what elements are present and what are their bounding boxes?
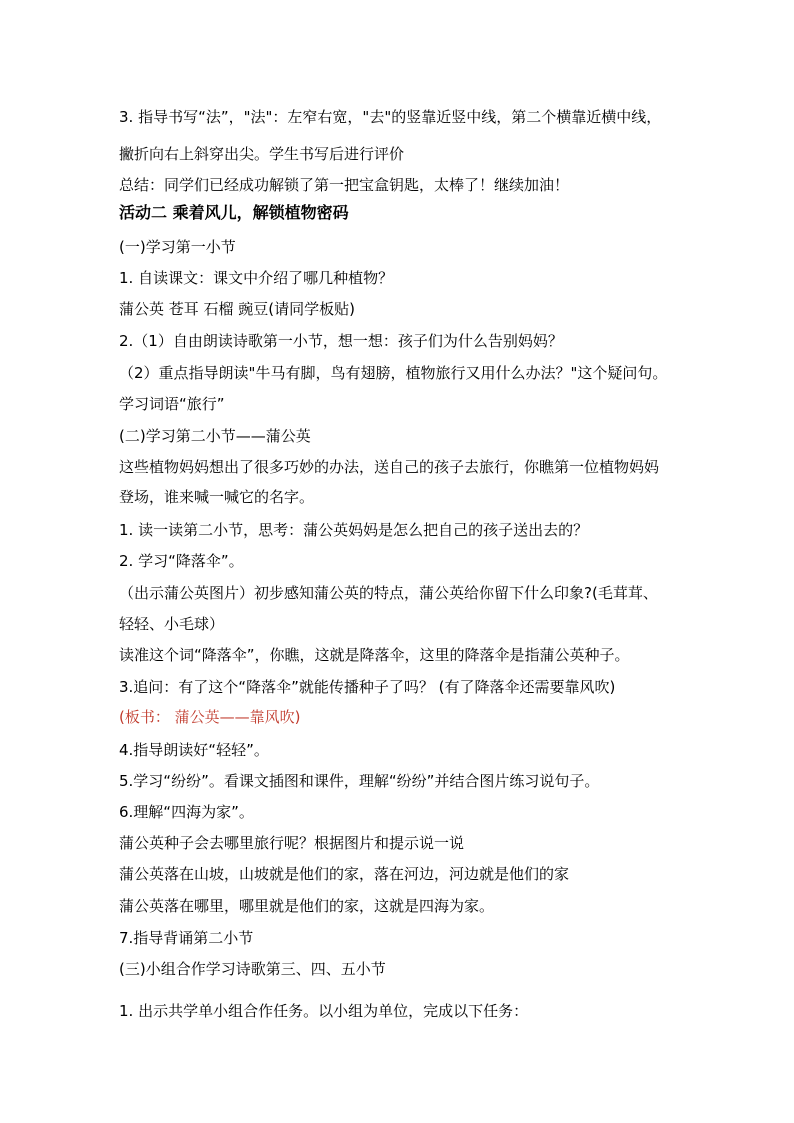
- subheading-part-three: (三)小组合作学习诗歌第三、四、五小节: [119, 960, 386, 978]
- text-line-home-everywhere: 蒲公英落在哪里，哪里就是他们的家，这就是四海为家。: [119, 897, 495, 915]
- text-line-learn-fenfen: 5.学习“纷纷”。看课文插图和课件，理解“纷纷”并结合图片练习说句子。: [119, 772, 600, 790]
- section-heading-activity-two: 活动二 乘着风儿，解锁植物密码: [119, 203, 349, 222]
- text-line-word-travel: 学习词语“旅行”: [119, 395, 225, 413]
- text-line-read-section-two: 1. 读一读第二小节，思考：蒲公英妈妈是怎么把自己的孩子送出去的？: [119, 521, 589, 539]
- text-line-plant-list: 蒲公英 苍耳 石榴 豌豆(请同学板贴): [119, 300, 356, 318]
- text-line-impression: 轻轻、小毛球）: [119, 615, 225, 633]
- text-line-where-travel: 蒲公英种子会去哪里旅行呢？根据图片和提示说一说: [119, 834, 465, 852]
- text-line-plant-mothers: 这些植物妈妈想出了很多巧妙的办法，送自己的孩子去旅行，你瞧第一位植物妈妈: [119, 458, 660, 476]
- text-line-follow-up-question: 3.追问：有了这个“降落伞”就能传播种子了吗？ (有了降落伞还需要靠风吹): [119, 678, 616, 696]
- text-line-board-note: (板书： 蒲公英——靠风吹): [119, 708, 301, 726]
- text-line-recite: 7.指导背诵第二小节: [119, 929, 254, 947]
- text-line-learn-parachute: 2. 学习“降落伞”。: [119, 552, 244, 570]
- text-line-summary: 总结：同学们已经成功解锁了第一把宝盒钥匙，太棒了！继续加油！: [119, 176, 570, 194]
- text-line-parachute-meaning: 读准这个词“降落伞”，你瞧，这就是降落伞，这里的降落伞是指蒲公英种子。: [119, 646, 630, 664]
- text-line-understand-idiom: 6.理解“四海为家”。: [119, 803, 254, 821]
- subheading-part-two: (二)学习第二小节——蒲公英: [119, 427, 311, 445]
- text-line-writing-evaluation: 撇折向右上斜穿出尖。学生书写后进行评价: [119, 145, 405, 163]
- text-line-self-reading: 1. 自读课文：课文中介绍了哪几种植物？: [119, 269, 394, 287]
- text-line-dandelion-picture: （出示蒲公英图片）初步感知蒲公英的特点，蒲公英给你留下什么印象?(毛茸茸、: [119, 584, 658, 602]
- text-line-guide-writing: 3. 指导书写“法”，"法"：左窄右宽，"去"的竖靠近竖中线，第二个横靠近横中线，: [119, 108, 662, 126]
- text-line-hillside-river: 蒲公英落在山坡，山坡就是他们的家，落在河边，河边就是他们的家: [119, 865, 570, 883]
- text-line-group-task: 1. 出示共学单小组合作任务。以小组为单位，完成以下任务：: [119, 1002, 529, 1020]
- subheading-part-one: (一)学习第一小节: [119, 238, 236, 256]
- text-line-question-sentence: （2）重点指导朗读"牛马有脚，鸟有翅膀，植物旅行又用什么办法？"这个疑问句。: [119, 364, 668, 382]
- text-line-read-lightly: 4.指导朗读好“轻轻”。: [119, 741, 269, 759]
- text-line-free-reading: 2.（1）自由朗读诗歌第一小节，想一想：孩子们为什么告别妈妈？: [119, 332, 563, 350]
- text-line-call-name: 登场，谁来喊一喊它的名字。: [119, 488, 315, 506]
